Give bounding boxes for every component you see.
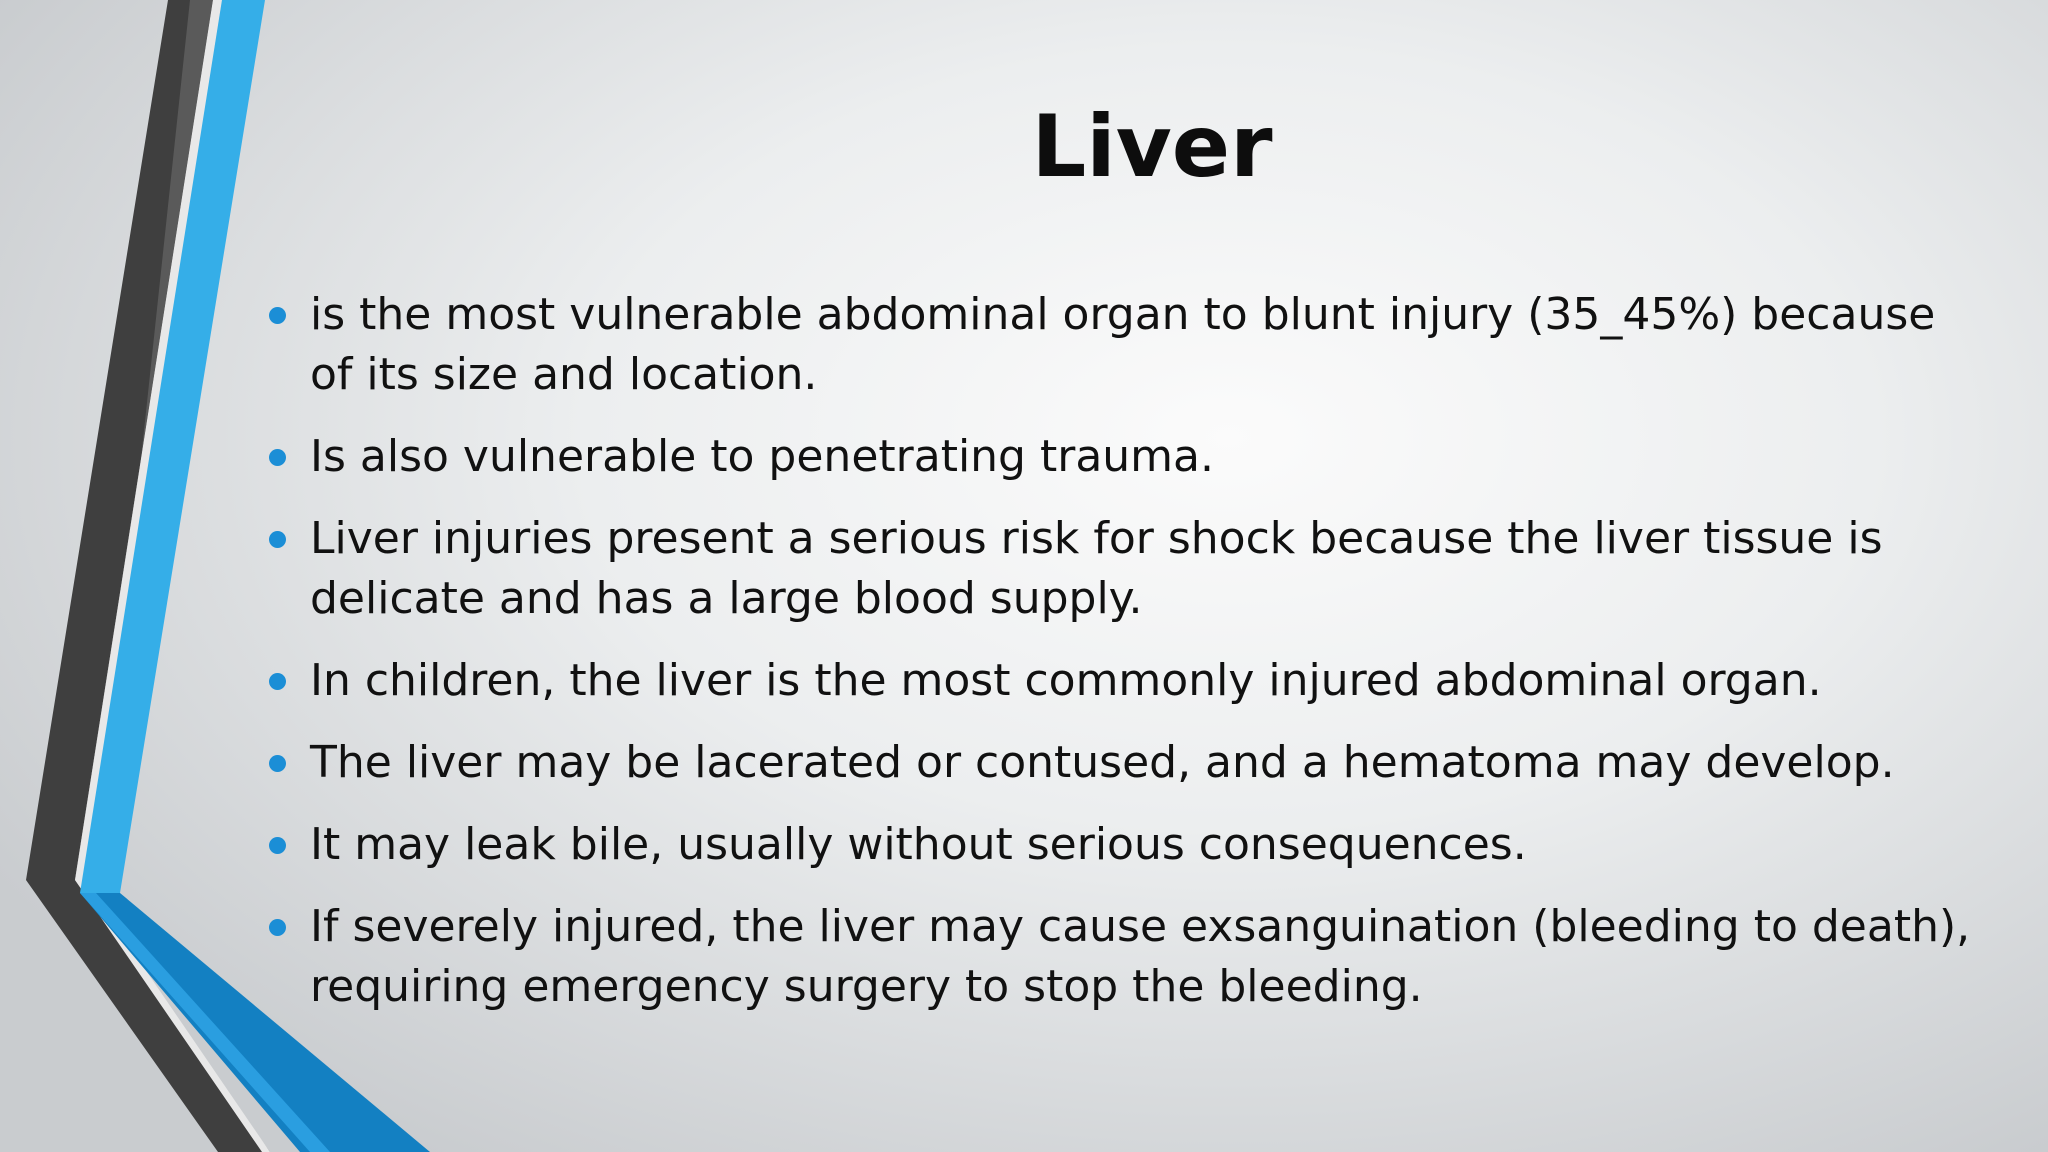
- list-item: [310, 285, 1990, 405]
- bullet-icon: [269, 919, 286, 936]
- list-item: [310, 651, 1990, 711]
- bullet-icon: [269, 531, 286, 548]
- bullet-icon: [269, 837, 286, 854]
- list-item: [310, 427, 1990, 487]
- bullet-text: It may leak bile, usually without serious consequences.: [310, 819, 1527, 870]
- slide-title: Liver: [1031, 97, 1273, 197]
- bullet-icon: [269, 673, 286, 690]
- bullet-text: is the most vulnerable abdominal organ to blunt injury (35_45%) because of its size and location.: [310, 289, 1936, 400]
- list-item: [310, 815, 1990, 875]
- bullet-list: [310, 285, 1990, 1039]
- bullet-text: Is also vulnerable to penetrating trauma.: [310, 431, 1214, 482]
- bullet-text: Liver injuries present a serious risk for shock because the liver tissue is delicate and has a large blood supply.: [310, 513, 1883, 624]
- bullet-text: If severely injured, the liver may cause exsanguination (bleeding to death), requiring emergency surgery to stop the bleeding.: [310, 901, 1971, 1012]
- bullet-text: The liver may be lacerated or contused, and a hematoma may develop.: [310, 737, 1895, 788]
- bullet-text: In children, the liver is the most commonly injured abdominal organ.: [310, 655, 1822, 706]
- bullet-icon: [269, 449, 286, 466]
- bullet-icon: [269, 307, 286, 324]
- bullet-icon: [269, 755, 286, 772]
- list-item: [310, 897, 1990, 1017]
- list-item: [310, 509, 1990, 629]
- list-item: [310, 733, 1990, 793]
